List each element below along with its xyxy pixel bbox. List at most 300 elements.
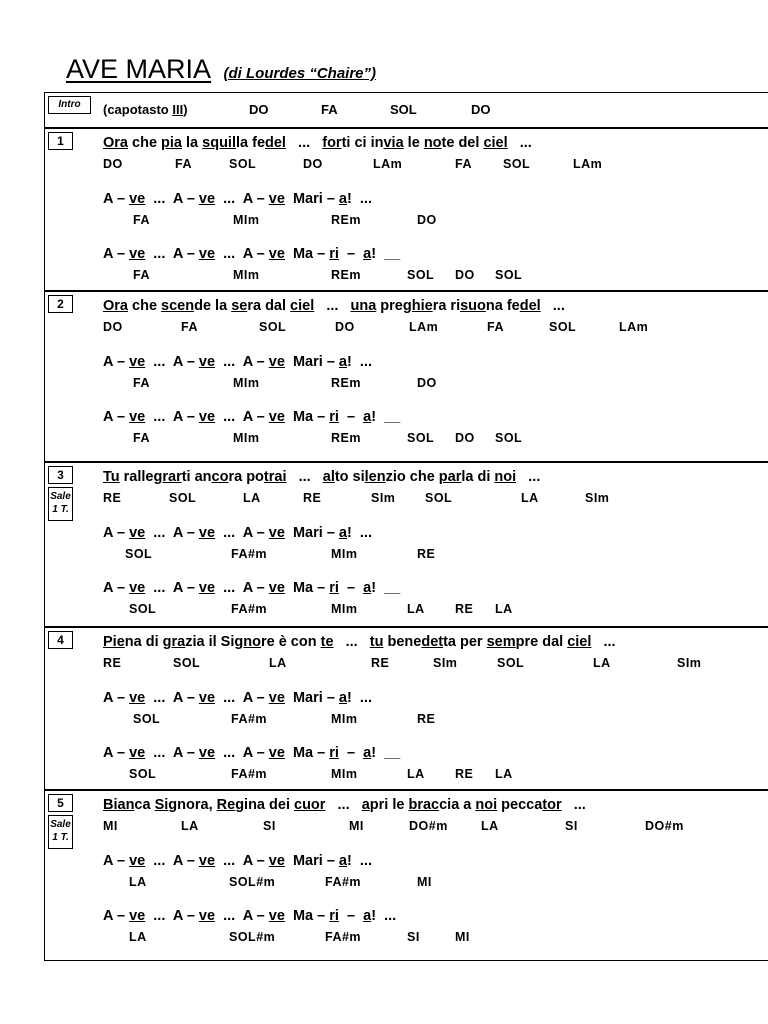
refrain-fragment: ... A – [215, 354, 269, 370]
refrain-fragment: ! ... [347, 525, 372, 541]
chord-label: SOL [407, 431, 435, 445]
refrain-chords [103, 712, 763, 728]
refrain-fragment: ve [198, 908, 216, 924]
song-subtitle: (di Lourdes “Chaire”) [223, 65, 377, 82]
key-change-text: 1 T. [52, 504, 69, 515]
refrain-fragment: ri [329, 745, 339, 761]
refrain-fragment: Ma – [284, 409, 330, 425]
chord-label: LA [481, 819, 499, 833]
lyric-fragment: cuor [294, 797, 326, 813]
refrain-fragment: ri [329, 246, 339, 262]
refrain-fragment: ve [129, 908, 146, 924]
lyric-fragment: pre dal [515, 634, 568, 650]
verse-number: 4 [48, 631, 73, 649]
refrain-chords [103, 547, 763, 563]
lyric-fragment: te del [441, 135, 484, 151]
refrain-fragment: a [338, 354, 347, 370]
refrain-chords [103, 875, 763, 891]
refrain-fragment: ve [268, 409, 285, 425]
lyric-fragment: noi [494, 469, 517, 485]
refrain-chords [103, 767, 763, 783]
lyric-fragment: ... [507, 135, 532, 151]
refrain-fragment: ... A – [145, 580, 199, 596]
lyric-fragment: via [383, 135, 404, 151]
lyric-fragment: brac [408, 797, 440, 813]
lyric-fragment: pri le [369, 797, 409, 813]
lyric-fragment: Bian [103, 797, 135, 813]
refrain-fragment: ve [268, 191, 285, 207]
lyric-fragment: noi [475, 797, 498, 813]
lyric-fragment: re è con [260, 634, 321, 650]
refrain-fragment: ve [129, 354, 146, 370]
intro-chord: FA [321, 102, 338, 117]
chord-label: LA [181, 819, 199, 833]
chord-label: SOL#m [229, 930, 276, 944]
refrain-fragment: ve [198, 853, 216, 869]
refrain-fragment: ve [129, 690, 146, 706]
verse-chords [103, 157, 763, 173]
lyric-fragment: ... [516, 469, 541, 485]
refrain-fragment: A – [103, 908, 130, 924]
refrain-chords [103, 930, 763, 946]
refrain-fragment: ... A – [215, 853, 269, 869]
verse-number: 3 [48, 466, 73, 484]
chord-label: SI [565, 819, 578, 833]
lyric-fragment: trai [263, 469, 287, 485]
intro-chord: DO [471, 102, 491, 117]
refrain-fragment: a [338, 690, 347, 706]
chord-label: FA [175, 157, 192, 171]
refrain-fragment: Mari – [284, 354, 339, 370]
chord-label: SOL [503, 157, 531, 171]
lyric-fragment: bene [383, 634, 422, 650]
refrain-fragment: Ma – [284, 745, 330, 761]
capo-value: III [172, 102, 184, 117]
verse-section-3 [44, 462, 768, 627]
chord-label: SOL [407, 268, 435, 282]
lyric-fragment: la di [461, 469, 495, 485]
refrain-fragment: ... A – [145, 745, 199, 761]
refrain-fragment: a [363, 580, 372, 596]
refrain-fragment: ... A – [145, 853, 199, 869]
refrain-fragment: ... A – [145, 354, 199, 370]
lyric-fragment: ti an [181, 469, 212, 485]
lyric-fragment: ... [540, 298, 565, 314]
refrain-fragment: – [338, 246, 364, 262]
lyric-fragment: len [364, 469, 386, 485]
chord-label: SOL [169, 491, 197, 505]
chord-label: RE [417, 547, 436, 561]
refrain-fragment: ve [268, 690, 285, 706]
refrain-fragment: ve [198, 246, 216, 262]
refrain-line [103, 853, 372, 869]
key-change-note [48, 815, 73, 849]
lyric-fragment: zio che [385, 469, 439, 485]
song-title: AVE MARIA [66, 54, 212, 84]
refrain-fragment: A – [103, 525, 130, 541]
chord-label: MIm [233, 376, 260, 390]
refrain-line [103, 745, 400, 761]
lyric-fragment: ra dal [247, 298, 291, 314]
refrain-line [103, 409, 400, 425]
chord-label: REm [331, 431, 361, 445]
intro-chord: SOL [390, 102, 417, 117]
refrain-fragment: A – [103, 409, 130, 425]
refrain-fragment: ... A – [215, 409, 269, 425]
key-change-note [48, 487, 73, 521]
lyric-fragment: se [231, 298, 248, 314]
lyric-fragment: pecca [497, 797, 543, 813]
verse-lyric [103, 135, 532, 151]
chord-label: SIm [433, 656, 458, 670]
chord-label: FA [133, 431, 150, 445]
capo-label: (capotasto III) [103, 102, 188, 117]
refrain-fragment: A – [103, 745, 130, 761]
lyric-fragment: ra ri [432, 298, 461, 314]
chord-label: SOL [497, 656, 525, 670]
lyric-fragment: a [361, 797, 370, 813]
refrain-fragment: ... A – [145, 191, 199, 207]
refrain-fragment: ve [268, 745, 285, 761]
chord-label: MIm [233, 213, 260, 227]
lyric-fragment: la fe [236, 135, 266, 151]
refrain-chords [103, 431, 763, 447]
refrain-fragment: ! ... [347, 354, 372, 370]
refrain-fragment: A – [103, 246, 130, 262]
chord-label: DO [103, 320, 123, 334]
refrain-fragment: ... A – [145, 409, 199, 425]
lyric-fragment: ... [325, 797, 362, 813]
refrain-chords [103, 376, 763, 392]
refrain-line [103, 191, 372, 207]
verse-section-2 [44, 291, 768, 462]
refrain-fragment: ve [268, 525, 285, 541]
lyric-fragment: Tu [103, 469, 120, 485]
chord-label: LA [495, 767, 513, 781]
chord-label: SOL [549, 320, 577, 334]
chord-label: LA [129, 930, 147, 944]
refrain-fragment: ri [329, 908, 339, 924]
refrain-fragment: ve [268, 354, 285, 370]
chord-label: LAm [573, 157, 603, 171]
lyric-fragment: gina dei [235, 797, 295, 813]
chord-label: FA#m [231, 602, 268, 616]
lyric-fragment: gra [162, 634, 186, 650]
verse-chords [103, 491, 763, 507]
lyric-fragment: la [182, 135, 203, 151]
chord-label: LA [407, 602, 425, 616]
key-change-text: Sale [50, 819, 71, 830]
refrain-line [103, 354, 372, 370]
refrain-fragment: ve [268, 908, 285, 924]
lyric-fragment: una [350, 298, 377, 314]
verse-number: 5 [48, 794, 73, 812]
lyric-fragment: al [322, 469, 335, 485]
lyric-fragment: del [519, 298, 541, 314]
refrain-fragment: a [363, 246, 372, 262]
intro-tag: Intro [48, 96, 91, 114]
verse-lyric [103, 469, 540, 485]
verse-chords [103, 819, 763, 835]
lyric-fragment: Pie [103, 634, 125, 650]
chord-label: MI [417, 875, 432, 889]
refrain-fragment: ... A – [215, 191, 269, 207]
chord-label: DO#m [409, 819, 448, 833]
refrain-fragment: A – [103, 690, 130, 706]
refrain-fragment: A – [103, 354, 130, 370]
refrain-fragment: ve [129, 853, 146, 869]
chord-label: MIm [331, 547, 358, 561]
chord-label: SOL [129, 767, 157, 781]
chord-label: LA [407, 767, 425, 781]
chord-label: RE [417, 712, 436, 726]
chord-label: SOL [495, 431, 523, 445]
refrain-line [103, 525, 372, 541]
chord-label: MIm [331, 602, 358, 616]
refrain-fragment: ve [129, 525, 146, 541]
refrain-chords [103, 213, 763, 229]
refrain-fragment: ve [129, 409, 146, 425]
lyric-fragment: gnora, [168, 797, 217, 813]
refrain-fragment: ! __ [371, 409, 401, 425]
lyric-fragment: ciel [290, 298, 315, 314]
chord-label: SIm [585, 491, 610, 505]
lyric-fragment: ciel [483, 135, 508, 151]
refrain-fragment: ve [268, 853, 285, 869]
chord-label: SOL [259, 320, 287, 334]
refrain-fragment: ve [198, 409, 216, 425]
refrain-fragment: ve [129, 246, 146, 262]
lyric-fragment: scen [161, 298, 195, 314]
chord-label: MIm [233, 431, 260, 445]
refrain-fragment: ve [198, 580, 216, 596]
refrain-fragment: ve [129, 580, 146, 596]
chord-label: REm [331, 376, 361, 390]
refrain-fragment: ve [198, 525, 216, 541]
refrain-line [103, 580, 400, 596]
chord-label: RE [371, 656, 390, 670]
lyric-fragment: ti ci in [341, 135, 384, 151]
refrain-fragment: a [338, 525, 347, 541]
refrain-fragment: ! ... [347, 690, 372, 706]
lyric-fragment: pia [161, 135, 182, 151]
lyric-fragment: zia il Si [185, 634, 235, 650]
lyric-fragment: par [438, 469, 462, 485]
refrain-fragment: ! __ [371, 745, 401, 761]
chord-label: DO#m [645, 819, 684, 833]
chord-label: SOL [173, 656, 201, 670]
refrain-fragment: a [363, 908, 372, 924]
refrain-fragment: ... A – [215, 690, 269, 706]
chord-label: FA#m [325, 930, 362, 944]
chord-label: DO [103, 157, 123, 171]
chord-label: LA [243, 491, 261, 505]
verse-section-1 [44, 128, 768, 291]
lyric-fragment: det [421, 634, 444, 650]
refrain-fragment: ve [268, 580, 285, 596]
refrain-fragment: A – [103, 853, 130, 869]
lyric-fragment: grar [153, 469, 182, 485]
refrain-fragment: ve [129, 745, 146, 761]
lyric-fragment: to si [334, 469, 365, 485]
lyric-fragment: cia a [439, 797, 476, 813]
refrain-fragment: – [338, 580, 364, 596]
refrain-line [103, 690, 372, 706]
lyric-fragment: ciel [567, 634, 592, 650]
chord-label: FA [487, 320, 504, 334]
chord-label: LAm [619, 320, 649, 334]
refrain-fragment: ve [268, 246, 285, 262]
refrain-fragment: a [338, 191, 347, 207]
chord-label: SOL [425, 491, 453, 505]
refrain-fragment: Mari – [284, 690, 339, 706]
chord-label: MI [103, 819, 118, 833]
verse-number: 1 [48, 132, 73, 150]
chord-label: LA [521, 491, 539, 505]
lyric-fragment: pre [376, 298, 403, 314]
refrain-fragment: ! __ [371, 246, 401, 262]
lyric-fragment: ... [285, 135, 323, 151]
chord-label: FA#m [231, 547, 268, 561]
chord-label: SOL [229, 157, 257, 171]
refrain-line [103, 246, 400, 262]
lyric-fragment: Re [216, 797, 236, 813]
refrain-fragment: ... A – [215, 525, 269, 541]
lyric-fragment: Si [154, 797, 169, 813]
lyric-fragment: ... [333, 634, 370, 650]
refrain-fragment: ... A – [145, 690, 199, 706]
lyric-fragment: ralle [119, 469, 154, 485]
chord-label: RE [455, 767, 474, 781]
chord-label: DO [417, 376, 437, 390]
chord-label: FA#m [231, 712, 268, 726]
chord-label: FA [133, 376, 150, 390]
lyric-fragment: Ora [103, 298, 128, 314]
refrain-fragment: Ma – [284, 246, 330, 262]
chord-label: SI [407, 930, 420, 944]
chord-label: FA [133, 268, 150, 282]
chord-label: MIm [331, 712, 358, 726]
chord-label: REm [331, 213, 361, 227]
chord-label: LAm [373, 157, 403, 171]
chord-label: SI [263, 819, 276, 833]
lyric-fragment: ca [134, 797, 155, 813]
lyric-fragment: de la [194, 298, 232, 314]
lyric-fragment: no [423, 135, 442, 151]
lyric-fragment: na fe [485, 298, 520, 314]
refrain-fragment: Mari – [284, 853, 339, 869]
refrain-fragment: ... A – [215, 246, 269, 262]
chord-label: SOL [495, 268, 523, 282]
chord-label: RE [103, 656, 122, 670]
chord-label: MIm [233, 268, 260, 282]
refrain-fragment: – [338, 908, 364, 924]
refrain-fragment: ... A – [215, 908, 269, 924]
title-block [66, 54, 376, 85]
verse-lyric [103, 298, 565, 314]
lyric-fragment: ta per [443, 634, 487, 650]
chord-label: LA [269, 656, 287, 670]
refrain-fragment: ! ... [371, 908, 397, 924]
refrain-fragment: A – [103, 191, 130, 207]
refrain-fragment: ve [198, 745, 216, 761]
refrain-fragment: ri [329, 409, 339, 425]
chord-label: REm [331, 268, 361, 282]
lyric-fragment: te [320, 634, 334, 650]
chord-label: SOL [125, 547, 153, 561]
refrain-fragment: Ma – [284, 908, 330, 924]
chord-label: LA [495, 602, 513, 616]
verse-chords [103, 320, 763, 336]
key-change-text: 1 T. [52, 832, 69, 843]
lyric-fragment: che [128, 135, 162, 151]
verse-section-4 [44, 627, 768, 790]
chord-label: LA [593, 656, 611, 670]
lyric-fragment: gno [234, 634, 261, 650]
lyric-fragment: ... [591, 634, 616, 650]
refrain-fragment: Mari – [284, 525, 339, 541]
chord-label: SOL#m [229, 875, 276, 889]
chord-label: FA [181, 320, 198, 334]
chord-label: SIm [371, 491, 396, 505]
refrain-fragment: ri [329, 580, 339, 596]
chord-label: FA [133, 213, 150, 227]
lyric-fragment: squil [202, 135, 236, 151]
verse-number: 2 [48, 295, 73, 313]
chord-label: DO [455, 268, 475, 282]
refrain-fragment: – [338, 409, 364, 425]
refrain-chords [103, 602, 763, 618]
chord-label: DO [417, 213, 437, 227]
refrain-fragment: A – [103, 580, 130, 596]
key-change-text: Sale [50, 491, 71, 502]
chord-label: MIm [331, 767, 358, 781]
refrain-fragment: ... A – [145, 525, 199, 541]
chord-label: LA [129, 875, 147, 889]
chord-label: FA#m [231, 767, 268, 781]
lyric-fragment: ghie [402, 298, 433, 314]
lyric-fragment: na di [124, 634, 163, 650]
lyric-fragment: suo [460, 298, 486, 314]
refrain-fragment: Ma – [284, 580, 330, 596]
chord-label: FA#m [325, 875, 362, 889]
lyric-fragment: Ora [103, 135, 128, 151]
refrain-fragment: a [363, 409, 372, 425]
refrain-fragment: ... A – [215, 745, 269, 761]
intro-section [44, 92, 768, 128]
refrain-fragment: – [338, 745, 364, 761]
lyric-fragment: ... [286, 469, 323, 485]
refrain-fragment: ve [198, 690, 216, 706]
lyric-fragment: tu [369, 634, 384, 650]
chord-label: SOL [133, 712, 161, 726]
lyric-fragment: co [211, 469, 229, 485]
refrain-fragment: ve [129, 191, 146, 207]
chord-label: RE [303, 491, 322, 505]
chord-label: MI [349, 819, 364, 833]
chord-label: DO [335, 320, 355, 334]
lyric-fragment: del [265, 135, 286, 151]
lyric-fragment: ... [561, 797, 586, 813]
chord-label: RE [103, 491, 122, 505]
refrain-fragment: ! ... [347, 191, 372, 207]
lyric-fragment: sem [486, 634, 516, 650]
chord-label: MI [455, 930, 470, 944]
lyric-fragment: che [128, 298, 162, 314]
verse-lyric [103, 634, 616, 650]
refrain-chords [103, 268, 763, 284]
chord-label: RE [455, 602, 474, 616]
